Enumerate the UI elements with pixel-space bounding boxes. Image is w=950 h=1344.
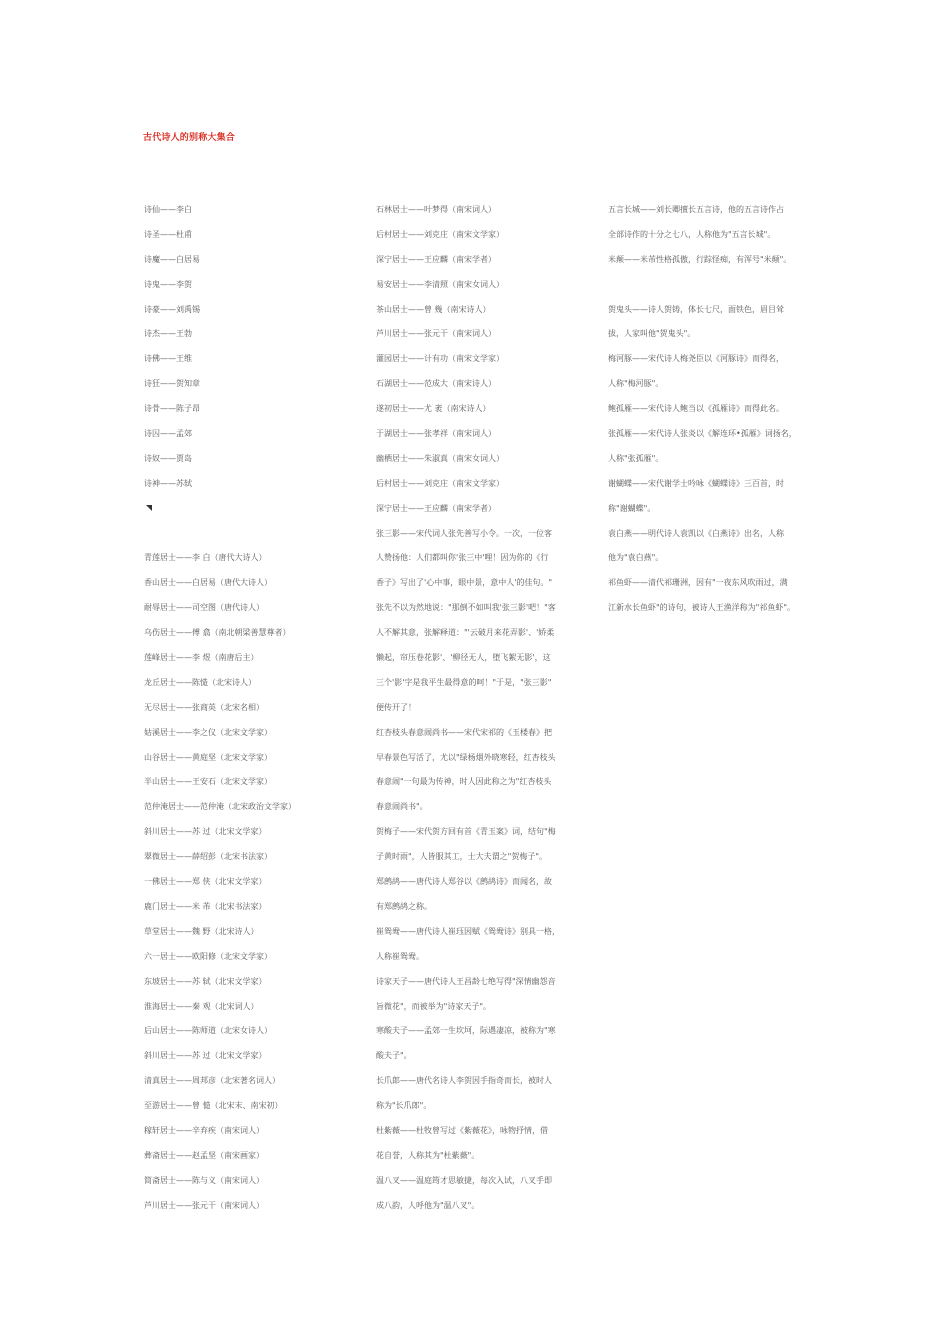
- jushi-line: 后山居士——陈师道（北宋女诗人）: [144, 1026, 272, 1036]
- text-line: 旨微花"，而被举为"诗家天子"。: [376, 1001, 492, 1011]
- jushi-line: 东坡居士——苏 轼（北宋文学家）: [144, 976, 267, 986]
- corner-marker-icon: [144, 497, 354, 522]
- poet-nickname-line: 诗圣——杜甫: [144, 229, 192, 239]
- text-line: 后村居士——刘克庄（南宋文学家）: [376, 229, 504, 239]
- poet-nickname-line: 诗魔——白居易: [144, 254, 200, 264]
- text-line: 便传开了！: [376, 702, 416, 712]
- text-line: 贺梅子——宋代贺方回有首《青玉案》词，结句"梅: [376, 827, 556, 837]
- text-line: 春意闹"一句最为传神，时人因此称之为"红杏枝头: [376, 777, 552, 787]
- jushi-line: 无尽居士——张商英（北宋名相）: [144, 702, 264, 712]
- jushi-line: 姑溪居士——李之仪（北宋文学家）: [144, 727, 272, 737]
- text-line: 谢蝴蝶——宋代谢学士吟咏《蝴蝶诗》三百首，时: [608, 478, 784, 488]
- poet-nickname-line: 诗骨——陈子昂: [144, 404, 200, 414]
- jushi-line: 淮海居士——秦 观（北宋词人）: [144, 1001, 259, 1011]
- poet-nickname-line: 诗奴——贾岛: [144, 453, 192, 463]
- text-line: 寒酸夫子——孟郊一生坎坷，际遇凄凉，被称为"寒: [376, 1026, 556, 1036]
- text-line: 长爪郎——唐代名诗人李贺因手指奇而长，被时人: [376, 1076, 552, 1086]
- jushi-line: 青莲居士——李 白（唐代大诗人）: [144, 553, 267, 563]
- jushi-line: 鹿门居士——米 芾（北宋书法家）: [144, 901, 267, 911]
- jushi-line: 山谷居士——黄庭坚（北宋文学家）: [144, 752, 272, 762]
- text-line: 五言长城——刘长卿擅长五言诗，他的五言诗作占: [608, 205, 784, 214]
- jushi-line: 斜川居士——苏 过（北宋文学家）: [144, 1051, 267, 1061]
- column-jushi-and-stories: [376, 198, 591, 1219]
- jushi-line: 耐辱居士——司空图（唐代诗人）: [144, 603, 264, 613]
- column-nickname-stories: [608, 198, 818, 621]
- text-line: 人称"梅河豚"。: [608, 379, 664, 389]
- text-line: 早春景色写活了，尤以"绿杨烟外晓寒轻，红杏枝头: [376, 752, 556, 762]
- jushi-line: 翠微居士——薛绍彭（北宋书法家）: [144, 852, 272, 862]
- poet-nickname-line: 诗杰——王勃: [144, 329, 192, 339]
- jushi-line: 清真居士——周邦彦（北宋著名词人）: [144, 1076, 280, 1086]
- poet-nickname-line: 诗囚——孟郊: [144, 429, 192, 439]
- text-line: 遂初居士——尤 袤（南宋诗人）: [376, 404, 491, 414]
- blank-line: [144, 522, 354, 547]
- text-line: 子黄时雨"，人皆服其工，士大夫谓之"贺梅子"。: [376, 852, 548, 862]
- column-poet-nicknames: [144, 198, 354, 1219]
- jushi-line: 稼轩居士——辛弃疾（南宋词人）: [144, 1125, 264, 1135]
- text-line: 拔，人家叫他"贺鬼头"。: [608, 329, 696, 339]
- jushi-line: 半山居士——王安石（北宋文学家）: [144, 777, 272, 787]
- text-line: 人不解其意，张解释道："'云破月来花弄影'、'娇柔: [376, 628, 555, 638]
- jushi-line: 莲峰居士——李 煜（南唐后主）: [144, 653, 259, 663]
- text-line: 深宁居士——王应麟（南宋学者）: [376, 254, 496, 264]
- text-line: 酸夫子"。: [376, 1051, 412, 1061]
- text-line: 人称崔鸳鸯。: [376, 951, 424, 961]
- text-line: 懒起，帘压卷花影'、'柳径无人，堕飞絮无影'，这: [376, 653, 551, 663]
- poet-nickname-line: 诗佛——王维: [144, 354, 192, 364]
- poet-nickname-line: 诗仙——李白: [144, 205, 192, 214]
- text-line: 人称"张孤雁"。: [608, 453, 664, 463]
- text-line: 于湖居士——张孝祥（南宋词人）: [376, 429, 496, 439]
- text-line: 张三影——宋代词人张先善写小令。一次，一位客: [376, 528, 552, 538]
- jushi-line: 斜川居士——苏 过（北宋文学家）: [144, 827, 267, 837]
- text-line: 鲍孤雁——宋代诗人鲍当以《孤雁诗》而得此名。: [608, 404, 784, 414]
- text-line: 有郑鹧鸪之称。: [376, 901, 432, 911]
- text-line: 祁鱼虾——清代祁珊洲，因有"一夜东风吹雨过，满: [608, 578, 788, 588]
- text-line: 幽栖居士——朱淑真（南宋女词人）: [376, 453, 504, 463]
- text-line: 江新水长鱼虾"的诗句，被诗人王渔洋称为"祁鱼虾"。: [608, 603, 796, 613]
- jushi-line: 草堂居士——魏 野（北宋诗人）: [144, 926, 259, 936]
- jushi-line: 六一居士——欧阳修（北宋文学家）: [144, 951, 272, 961]
- text-line: 诗家天子——唐代诗人王昌龄七绝写得"深情幽怨音: [376, 976, 556, 986]
- text-line: 人赞扬他：人们都叫你'张三中'哩！因为你的《行: [376, 553, 549, 563]
- poet-nickname-line: 诗鬼——李贺: [144, 279, 192, 289]
- jushi-line: 香山居士——白居易（唐代大诗人）: [144, 578, 272, 588]
- text-line: 杜紫薇——杜牧曾写过《紫薇花》，咏物抒情，借: [376, 1125, 548, 1135]
- text-line: 三个'影'字是我平生最得意的呵！"于是，"张三影": [376, 677, 552, 687]
- jushi-line: 龙丘居士——陈慥（北宋诗人）: [144, 677, 256, 687]
- poet-nickname-line: 诗狂——贺知章: [144, 379, 200, 389]
- text-line: 他为"袁白燕"。: [608, 553, 664, 563]
- jushi-line: 一佛居士——郑 侠（北宋文学家）: [144, 877, 267, 887]
- jushi-line: 范仲淹居士——范仲淹（北宋政治文学家）: [144, 802, 296, 812]
- text-line: 石湖居士——范成大（南宋诗人）: [376, 379, 496, 389]
- text-line: 称为"长爪郎"。: [376, 1101, 432, 1111]
- text-line: 红杏枝头春意闹尚书——宋代宋祁的《玉楼春》把: [376, 727, 552, 737]
- jushi-line: 至游居士——曾 慥（北宋末、南宋初）: [144, 1101, 283, 1111]
- poet-nickname-line: 诗神——苏轼: [144, 478, 192, 488]
- text-line: 称"谢蝴蝶"。: [608, 503, 656, 513]
- jushi-line: 芦川居士——张元干（南宋词人）: [144, 1200, 264, 1210]
- text-line: 张孤雁——宋代诗人张炎以《解连环•孤雁》词扬名，: [608, 429, 797, 439]
- text-line: 春意闹尚书"。: [376, 802, 428, 812]
- text-line: 成八韵，人呼他为"温八叉"。: [376, 1200, 480, 1210]
- text-line: 芦川居士——张元干（南宋词人）: [376, 329, 496, 339]
- text-line: 石林居士——叶梦得（南宋词人）: [376, 205, 496, 214]
- text-line: 全部诗作的十分之七八，人称他为"五言长城"。: [608, 229, 776, 239]
- jushi-line: 简斋居士——陈与义（南宋词人）: [144, 1175, 264, 1185]
- text-line: 张先不以为然地说："那倒不如叫我'张三影'吧！"客: [376, 603, 556, 613]
- page-title: 古代诗人的别称大集合: [143, 133, 236, 143]
- text-line: 后村居士——刘克庄（南宋文学家）: [376, 478, 504, 488]
- text-line: 贺鬼头——诗人贺铸，体长七尺，面铁色，眉目耸: [608, 304, 784, 314]
- text-line: 袁白燕——明代诗人袁凯以《白燕诗》出名，人称: [608, 528, 784, 538]
- text-line: 郑鹧鸪——唐代诗人郑谷以《鹧鸪诗》而闻名，故: [376, 877, 552, 887]
- jushi-line: 乌伤居士——傅 翕（南北朝梁善慧尊者）: [144, 628, 291, 638]
- text-line: 香子》写出了'心中事，眼中景，意中人'的佳句。": [376, 578, 553, 588]
- blank-line: [608, 273, 818, 298]
- jushi-line: 彝斋居士——赵孟坚（南宋画家）: [144, 1150, 264, 1160]
- text-line: 茶山居士——曾 幾（南宋诗人）: [376, 304, 491, 314]
- text-line: 温八叉——温庭筠才思敏捷，每次入试，八叉手即: [376, 1175, 552, 1185]
- text-line: 米颠——米芾性格孤傲，行踪怪痴，有浑号"米颠"。: [608, 254, 792, 264]
- text-line: 花自誉，人称其为"杜紫薇"。: [376, 1150, 480, 1160]
- poet-nickname-line: 诗豪——刘禹锡: [144, 304, 200, 314]
- text-line: 崔鸳鸯——唐代诗人崔珏因赋《鸳鸯诗》别具一格，: [376, 926, 560, 936]
- text-line: 易安居士——李清照（南宋女词人）: [376, 279, 504, 289]
- text-line: 灌园居士——计有功（南宋文学家）: [376, 354, 504, 364]
- text-line: 梅河豚——宋代诗人梅尧臣以《河豚诗》而得名，: [608, 354, 784, 364]
- text-line: 深宁居士——王应麟（南宋学者）: [376, 503, 496, 513]
